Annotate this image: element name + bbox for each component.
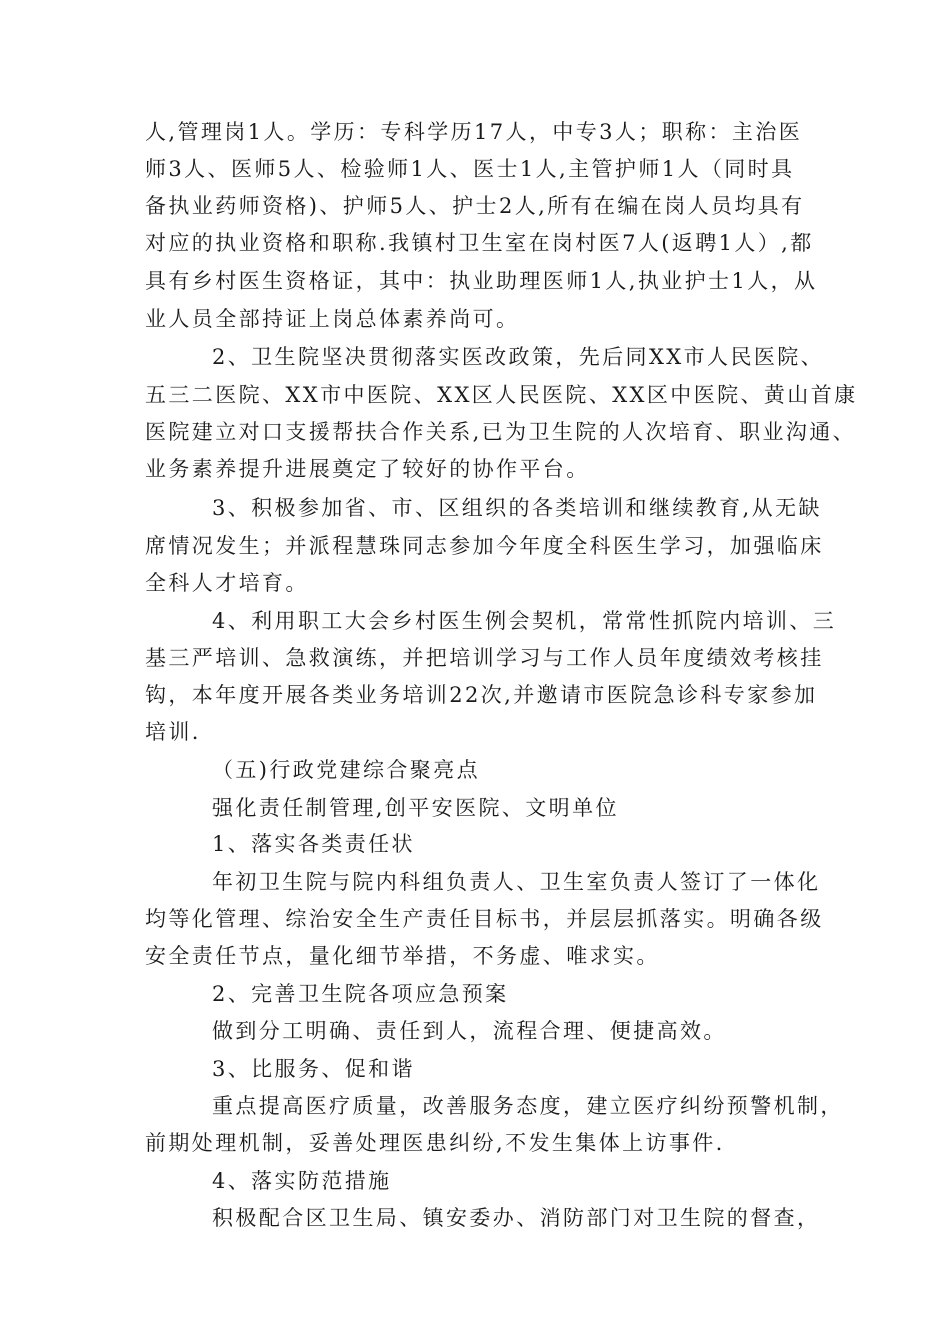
item-heading: 1、落实各类责任状 — [212, 832, 415, 856]
item-heading: 3、比服务、促和谐 — [212, 1057, 415, 1081]
text-line: 医院建立对口支援帮扶合作关系,已为卫生院的人次培育、职业沟通、 — [145, 420, 857, 444]
paragraph-4-start: 4、利用职工大会乡村医生例会契机，常常性抓院内培训、三 — [212, 609, 837, 633]
paragraph-3-start: 3、积极参加省、市、区组织的各类培训和继续教育,从无缺 — [212, 496, 822, 520]
text-line: 安全责任节点，量化细节举措，不务虚、唯求实。 — [145, 944, 660, 968]
text-line: 师3人、医师5人、检验师1人、医士1人,主管护师1人（同时具 — [145, 157, 795, 181]
text-line: 培训. — [145, 720, 201, 744]
text-line: 均等化管理、综治安全生产责任目标书，并层层抓落实。明确各级 — [145, 907, 824, 931]
item-heading: 2、完善卫生院各项应急预案 — [212, 982, 509, 1006]
text-line: 具有乡村医生资格证，其中：执业助理医师1人,执业护士1人，从 — [145, 269, 818, 293]
text-line: 五三二医院、XX市中医院、XX区人民医院、XX区中医院、黄山首康 — [145, 383, 858, 407]
text-line: 业人员全部持证上岗总体素养尚可。 — [145, 307, 520, 331]
subsection-heading: 强化责任制管理,创平安医院、文明单位 — [212, 796, 619, 820]
text-line: 前期处理机制，妥善处理医患纠纷,不发生集体上访事件. — [145, 1131, 725, 1155]
text-line: 全科人才培育。 — [145, 571, 309, 595]
text-line: 钩，本年度开展各类业务培训22次,并邀请市医院急诊科专家参加 — [145, 683, 818, 707]
text-line: 对应的执业资格和职称.我镇村卫生室在岗村医7人(返聘1人）,都 — [145, 231, 814, 255]
text-line: 基三严培训、急救演练，并把培训学习与工作人员年度绩效考核挂 — [145, 646, 824, 670]
paragraph-start: 积极配合区卫生局、镇安委办、消防部门对卫生院的督查， — [212, 1206, 821, 1230]
paragraph-start: 年初卫生院与院内科组负责人、卫生室负责人签订了一体化 — [212, 870, 821, 894]
text-line: 席情况发生；并派程慧珠同志参加今年度全科医生学习，加强临床 — [145, 534, 824, 558]
item-heading: 4、落实防范措施 — [212, 1169, 392, 1193]
paragraph-2-start: 2、卫生院坚决贯彻落实医改政策，先后同XX市人民医院、 — [212, 345, 825, 369]
paragraph-start: 做到分工明确、责任到人，流程合理、便捷高效。 — [212, 1019, 727, 1043]
section-heading: （五)行政党建综合聚亮点 — [212, 758, 480, 782]
text-line: 备执业药师资格)、护师5人、护士2人,所有在编在岗人员均具有 — [145, 194, 805, 218]
text-line: 人,管理岗1人。学历：专科学历17人，中专3人；职称：主治医 — [145, 120, 803, 144]
text-line: 业务素养提升进展奠定了较好的协作平台。 — [145, 457, 590, 481]
paragraph-start: 重点提高医疗质量，改善服务态度，建立医疗纠纷预警机制， — [212, 1094, 844, 1118]
